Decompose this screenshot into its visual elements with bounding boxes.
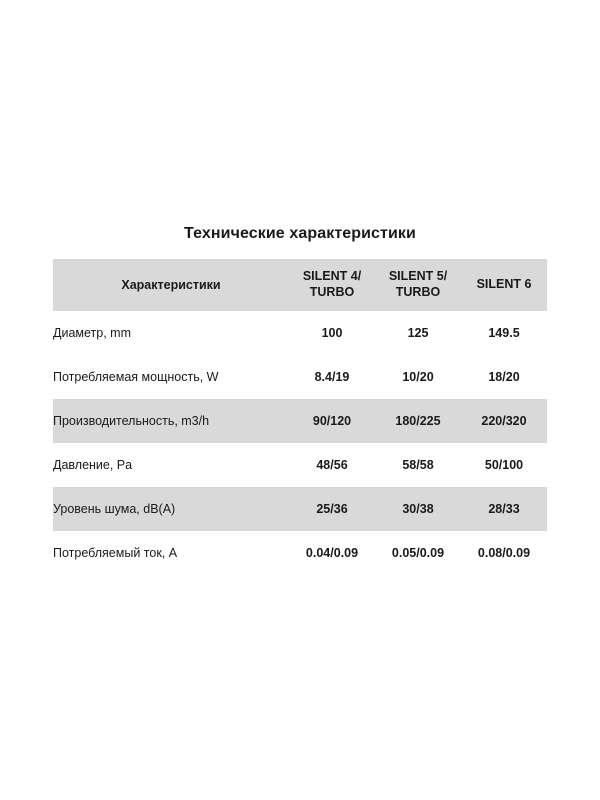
cell-value: 125 — [375, 311, 461, 355]
cell-value: 8.4/19 — [289, 355, 375, 399]
cell-value: 48/56 — [289, 443, 375, 487]
column-header-parameter: Характеристики — [53, 259, 289, 311]
cell-value: 28/33 — [461, 487, 547, 531]
cell-value: 18/20 — [461, 355, 547, 399]
table-row — [53, 399, 547, 443]
row-label-airflow: Производительность, m3/h — [53, 399, 289, 443]
table-header — [53, 259, 547, 311]
column-header-silent6 — [461, 259, 547, 311]
cell-value: 100 — [289, 311, 375, 355]
cell-value: 180/225 — [375, 399, 461, 443]
cell-value: 0.05/0.09 — [375, 531, 461, 575]
row-label-diameter: Диаметр, mm — [53, 311, 289, 355]
row-label-current: Потребляемый ток, A — [53, 531, 289, 575]
row-label-noise: Уровень шума, dB(A) — [53, 487, 289, 531]
column-header-line2: TURBO — [309, 285, 355, 299]
cell-value: 0.04/0.09 — [289, 531, 375, 575]
column-header-silent4-turbo — [289, 259, 375, 311]
column-header-line2: TURBO — [395, 285, 441, 299]
table-row — [53, 487, 547, 531]
table-header-row — [53, 259, 547, 311]
specifications-table-container — [53, 259, 547, 575]
column-header-silent5-turbo — [375, 259, 461, 311]
cell-value: 90/120 — [289, 399, 375, 443]
table-row — [53, 531, 547, 575]
cell-value: 149.5 — [461, 311, 547, 355]
table-row — [53, 443, 547, 487]
cell-value: 0.08/0.09 — [461, 531, 547, 575]
column-header-line1: SILENT 5/ — [388, 269, 448, 284]
cell-value: 50/100 — [461, 443, 547, 487]
row-label-power: Потребляемая мощность, W — [53, 355, 289, 399]
table-body — [53, 311, 547, 575]
page-title: Технические характеристики — [184, 225, 416, 242]
specifications-table — [53, 259, 547, 575]
column-header-line1: SILENT 4/ — [302, 269, 362, 284]
cell-value: 30/38 — [375, 487, 461, 531]
cell-value: 10/20 — [375, 355, 461, 399]
cell-value: 58/58 — [375, 443, 461, 487]
table-row — [53, 311, 547, 355]
row-label-pressure: Давление, Pa — [53, 443, 289, 487]
cell-value: 220/320 — [461, 399, 547, 443]
cell-value: 25/36 — [289, 487, 375, 531]
column-header-line1: SILENT 6 — [476, 277, 532, 292]
table-row — [53, 355, 547, 399]
